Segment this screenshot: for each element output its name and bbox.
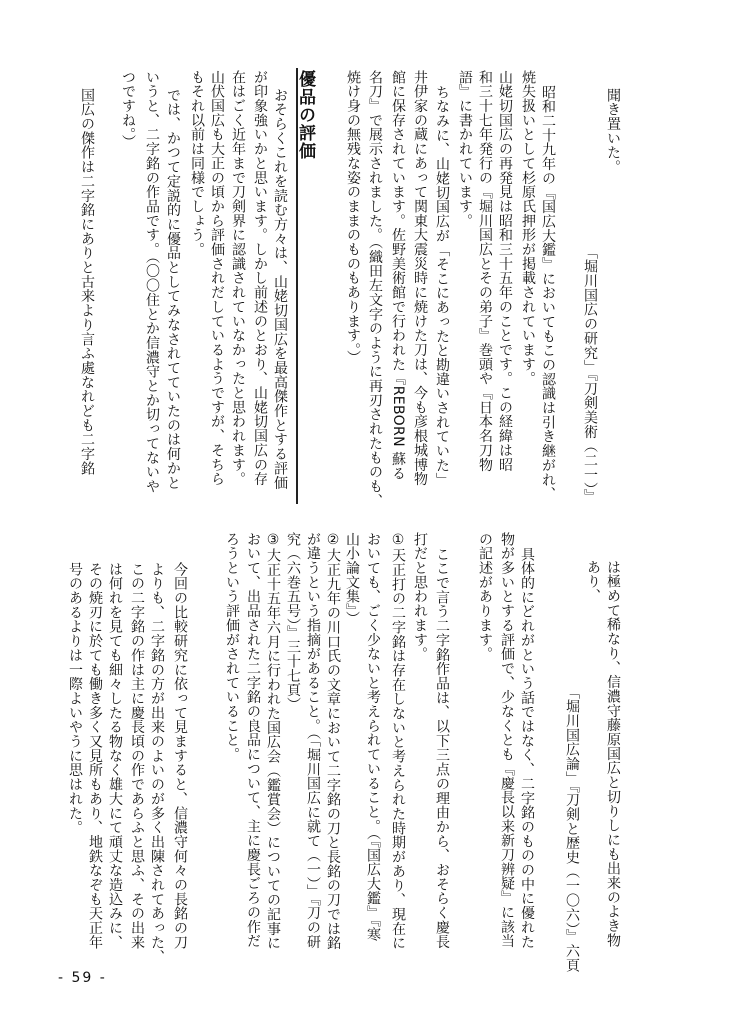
top-text-column: おそらくこれを読む方々は、山姥切国広を最高傑作とする評価 <box>272 88 288 490</box>
bottom-text-column: ③大正十五年六月に行われた国広会（鑑賞会）についての記事に <box>265 532 281 951</box>
bottom-text-column: は極めて稀なり、信濃守藤原国広と切りしにも出来のよき物 <box>605 560 621 948</box>
bottom-text-column: は何れを見ても細々したる物なく雄大にて頑丈な造込みに、 <box>107 562 123 950</box>
bottom-text-column: が違うという指摘があること。（「堀川国広に就て（一）」『刀の研 <box>305 532 321 949</box>
top-text-column: 昭和二十九年の『国広大鑑』においてもこの認識は引き継がれ、 <box>540 85 556 502</box>
top-text-column: 山姥切国広の再発見は昭和三十五年のことです。この経緯は昭 <box>497 70 513 472</box>
top-text-column: が印象強いかと思います。しかし前述のとおり、山姥切国広の存 <box>252 70 268 487</box>
top-text-column: いうと、二字銘の作品です。（〇〇住とか信濃守とか切ってないや <box>144 70 160 494</box>
top-text-column: 名刀』で展示されました。（織田左文字のように再刃されたものも、 <box>367 70 383 508</box>
top-text-column: つですね。） <box>120 70 136 150</box>
top-text-column: 在はごく近年まで刀剣界に認識されていなかったと思われます。 <box>230 70 246 487</box>
bottom-text-column: その焼刃に於ても働き多く又見所もあり、地鉄なぞも天正年 <box>87 562 103 950</box>
bottom-text-column: 具体的にどれがという話ではなく、二字銘のものの中に優れた <box>519 547 535 949</box>
top-text-column: 焼け身の無残な姿のままのものもあります。） <box>345 70 361 365</box>
top-text-column: 館に保存されています。佐野美術館で行われた『REBORN 蘇る <box>390 70 406 481</box>
bottom-text-column: 今回の比較研究に依って見ますると、信濃守何々の長銘の刀 <box>172 562 188 950</box>
bottom-text-column: この二字銘の作は主に慶長頃の作であらふと思ふ、その出来 <box>129 562 145 950</box>
bottom-text-column: の記述があります。 <box>477 532 493 662</box>
bottom-text-column: 物が多いとする評価で、少なくとも『慶長以来新刀辨疑』に該当 <box>499 532 515 949</box>
page-number: - 59 - <box>58 970 107 986</box>
top-text-column: 和三十七年発行の『堀川国広とその弟子』巻頭や『日本名刀物 <box>477 70 493 472</box>
bottom-text-column: あり、 <box>585 560 601 604</box>
top-text-column: 焼失扱いとして杉原氏押形が掲載されています。 <box>520 70 536 386</box>
top-text-column: 井伊家の蔵にあって関東大震災時に焼けた刀は、今も彦根城博物 <box>412 70 428 487</box>
bottom-text-column: 打だと思われます。 <box>412 532 428 662</box>
bottom-text-column: ろうという評価がされていること。 <box>224 532 240 762</box>
bottom-text-column: ②大正九年の川口氏の文章において二字銘の刀と長銘の刀では銘 <box>325 532 341 951</box>
top-text-column: 語』に書かれています。 <box>457 70 473 228</box>
bottom-text-column: 究（六巻五号）』三十七頁） <box>285 532 301 712</box>
top-text-column: では、かつて定説的に優品としてみなされてていたのは何かと <box>165 88 181 490</box>
bottom-text-column: 山小論文集』） <box>344 532 360 626</box>
top-text-column: 山伏国広も大正の頃から評価されだしているようですが、そちら <box>209 70 225 487</box>
top-text-column: もそれ以前は同様でしょう。 <box>189 70 205 257</box>
bottom-text-column: 号のあるよりは一際よいやうに思はれた。 <box>67 562 83 835</box>
bottom-text-column: ここで言う二字銘作品は、以下三点の理由から、おそらく慶長 <box>434 547 450 949</box>
bottom-text-column: おいて、出品された二字銘の良品について、主に慶長ごろの作だ <box>245 532 261 949</box>
top-text-column: 聞き置いた。 <box>605 88 621 175</box>
bottom-text-column: ①天正打の二字銘は存在しないと考えられた時期があり、現在に <box>390 532 406 951</box>
section-heading: 優品の評価 <box>295 70 315 160</box>
top-text-column: ちなみに、山姥切国広が「そこにあったと勘違いされていた」 <box>434 85 450 487</box>
top-text-column: 「堀川国広の研究」『刀剣美術（二一）』 <box>582 245 598 504</box>
bottom-text-column: おいても、ごく少ないと考えられていること。（『国広大鑑』『寒 <box>365 532 381 942</box>
top-text-column: 国広の傑作は二字銘にありと古来より言ふ處なれども二字銘 <box>79 88 95 476</box>
bottom-text-column: 「堀川国広論」『刀剣と歴史（一〇六）』六頁 <box>564 685 580 973</box>
bottom-text-column: よりも、二字銘の方が出来のよいのが多く出陳されてあった、 <box>149 562 165 964</box>
